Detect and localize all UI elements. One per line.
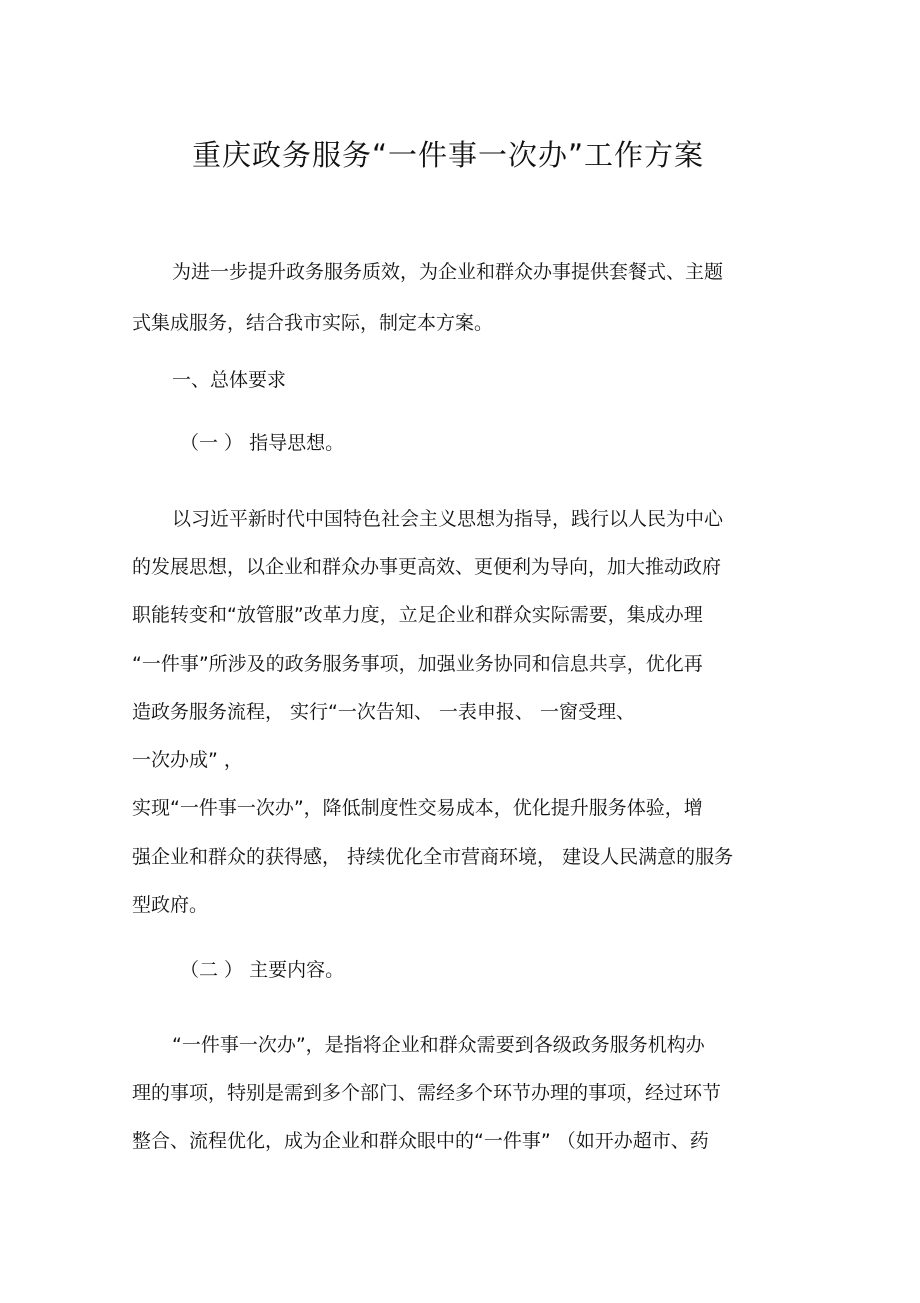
paragraph-line: 一次办成” ， — [132, 749, 243, 771]
paragraph-line: 理的事项，特别是需到多个部门、需经多个环节办理的事项，经过环节 — [132, 1082, 722, 1104]
paragraph-line: 型政府。 — [132, 894, 209, 916]
paragraph-line: 以习近平新时代中国特色社会主义思想为指导，践行以人民为中心 — [172, 508, 724, 530]
intro-line-1: 为进一步提升政务服务质效，为企业和群众办事提供套餐式、主题 — [172, 261, 724, 283]
document-title: 重庆政务服务“一件事一次办”工作方案 — [191, 138, 705, 172]
paragraph-line: 的发展思想，以企业和群众办事更高效、更便利为导向，加大推动政府 — [132, 556, 722, 578]
subsection-heading-main-content: （二 ） 主要内容。 — [180, 959, 345, 981]
paragraph-line: “一件事”所涉及的政务服务事项，加强业务协同和信息共享，优化再 — [132, 653, 703, 675]
paragraph-line: 实现“一件事一次办”，降低制度性交易成本，优化提升服务体验，增 — [132, 797, 703, 819]
paragraph-line: 整合、流程优化，成为企业和群众眼中的“一件事” （如开办超市、药 — [132, 1130, 709, 1152]
paragraph-line: 强企业和群众的获得感， 持续优化全市营商环境， 建设人民满意的服务 — [132, 846, 734, 868]
section-heading-general-requirements: 一、总体要求 — [172, 369, 287, 391]
paragraph-line: 造政务服务流程， 实行“一次告知、 一表申报、 一窗受理、 — [132, 701, 635, 723]
paragraph-line: 职能转变和“放管服”改革力度，立足企业和群众实际需要，集成办理 — [132, 604, 703, 626]
paragraph-line: “一件事一次办”，是指将企业和群众需要到各级政务服务机构办 — [172, 1034, 705, 1056]
subsection-heading-guiding-ideology: （一 ） 指导思想。 — [180, 432, 345, 454]
intro-line-2: 式集成服务，结合我市实际，制定本方案。 — [132, 312, 494, 334]
